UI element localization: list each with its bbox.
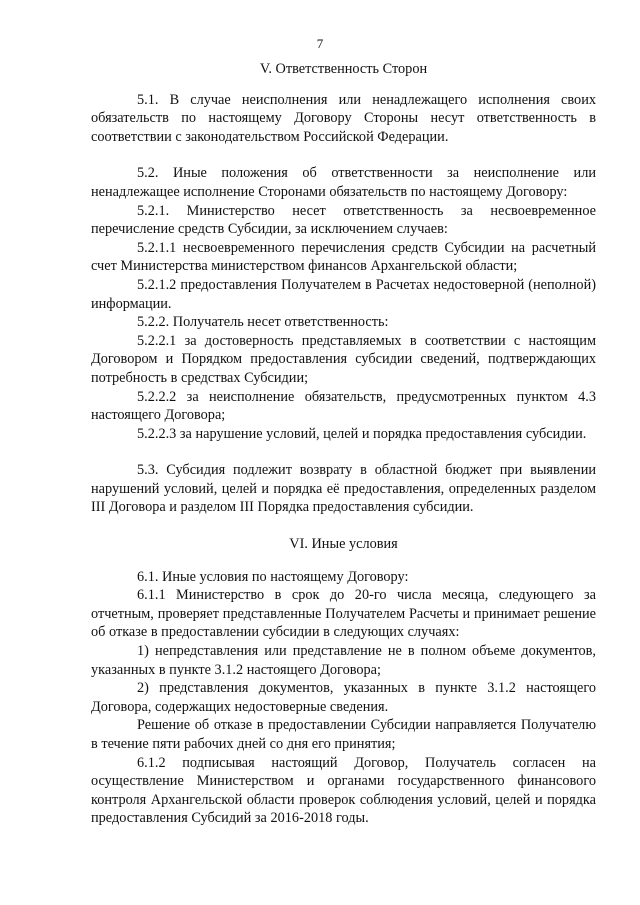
paragraph-6-1-2: 6.1.2 подписывая настоящий Договор, Получатель согласен на осуществление Министерством и органами государственного финансового контроля Архангельской области проверок соблюдения условий, целей и порядка предоставления Субсидий за 2016-2018 годы. — [91, 754, 596, 827]
paragraph-5-2-1: 5.2.1. Министерство несет ответственность за несвоевременное перечисление средств Субсидии, за исключением случаев: — [91, 202, 596, 238]
paragraph-case-1: 1) непредставления или представление не в полном объеме документов, указанных в пункте 3.1.2 настоящего Договора; — [91, 643, 596, 678]
paragraph-5-3: 5.3. Субсидия подлежит возврату в областной бюджет при выявлении нарушений условий, целей и порядка её предоставления, определенных разделом III Договора и разделом III Порядка предоставления субсидии. — [91, 462, 596, 516]
paragraph-5-2-2-2: 5.2.2.2 за неисполнение обязательств, предусмотренных пунктом 4.3 настоящего Договора; — [91, 388, 596, 424]
paragraph-case-2: 2) представления документов, указанных в пункте 3.1.2 настоящего Договора, содержащих недостоверные сведения. — [91, 680, 596, 715]
page-number: 7 — [316, 36, 324, 51]
paragraph-5-2: 5.2. Иные положения об ответственности за неисполнение или ненадлежащее исполнение Сторонами обязательств по настоящему Договору: — [91, 165, 596, 200]
paragraph-5-2-1-1: 5.2.1.1 несвоевременного перечисления средств Субсидии на расчетный счет Министерства министерством финансов Архангельской области; — [91, 239, 596, 275]
paragraph-5-2-2-1: 5.2.2.1 за достоверность представляемых в соответствии с настоящим Договором и Порядком предоставления субсидии сведений, подтверждающих потребность в средствах Субсидии; — [91, 332, 596, 386]
paragraph-spacer — [91, 517, 596, 535]
paragraph-5-2-1-2: 5.2.1.2 предоставления Получателем в Расчетах недостоверной (неполной) информации. — [91, 276, 596, 312]
paragraph-refusal: Решение об отказе в предоставлении Субсидии направляется Получателю в течение пяти рабочих дней со дня его принятия; — [91, 717, 596, 752]
paragraph-6-1-1: 6.1.1 Министерство в срок до 20-го числа месяца, следующего за отчетным, проверяет представленные Получателем Расчеты и принимает решение об отказе в предоставлении субсидии в следующих случаях: — [91, 587, 596, 641]
paragraph-spacer — [91, 146, 596, 164]
section-5-heading: V. Ответственность Сторон — [259, 61, 428, 77]
paragraph-6-1: 6.1. Иные условия по настоящему Договору: — [137, 568, 409, 585]
paragraph-5-1: 5.1. В случае неисполнения или ненадлежащего исполнения своих обязательств по настоящему Договору Стороны несут ответственность в соответствии с законодательством Российской Федерации. — [91, 91, 596, 145]
paragraph-5-2-2-3: 5.2.2.3 за нарушение условий, целей и порядка предоставления субсидии. — [137, 425, 587, 442]
section-6-heading: VI. Иные условия — [289, 536, 398, 553]
paragraph-5-2-2: 5.2.2. Получатель несет ответственность: — [137, 314, 389, 331]
document-body — [91, 60, 596, 828]
paragraph-spacer — [91, 443, 596, 461]
